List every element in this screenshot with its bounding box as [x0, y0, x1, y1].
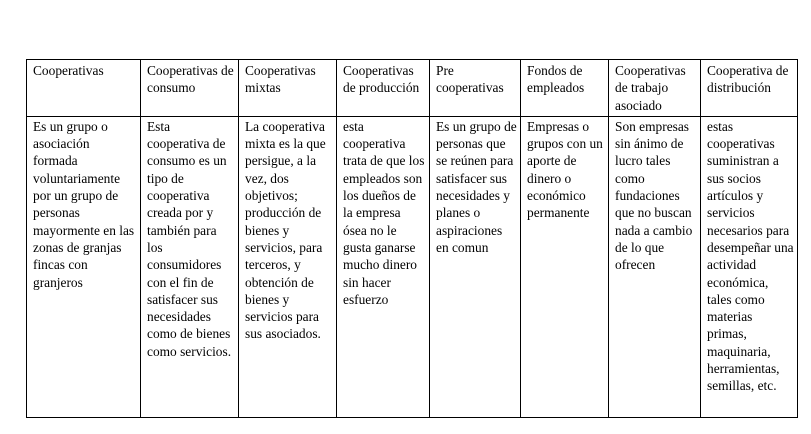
header-cooperativas-mixtas: Cooperativas mixtas: [239, 60, 337, 117]
header-fondos-de-empleados: Fondos de empleados: [521, 60, 609, 117]
header-pre-cooperativas: Pre cooperativas: [430, 60, 521, 117]
header-cooperativa-de-distribucion: Cooperativa de distribución: [701, 60, 798, 117]
table-cell: esta cooperativa trata de que los empleados son los dueños de la empresa ósea no le gusta ganarse mucho dinero sin hacer esfuerzo: [337, 116, 430, 417]
table-cell: Son empresas sin ánimo de lucro tales como fundaciones que no buscan nada a cambio de lo que ofrecen: [609, 116, 701, 417]
header-cooperativas: Cooperativas: [27, 60, 141, 117]
header-cooperativas-de-trabajo-asociado: Cooperativas de trabajo asociado: [609, 60, 701, 117]
table-cell: Empresas o grupos con un aporte de dinero o económico permanente: [521, 116, 609, 417]
table-cell: Es un grupo de personas que se reúnen para satisfacer sus necesidades y planes o aspiraciones en comun: [430, 116, 521, 417]
table-cell: Esta cooperativa de consumo es un tipo de cooperativa creada por y también para los consumidores con el fin de satisfacer sus necesidades como de bienes como servicios.: [141, 116, 239, 417]
table-cell: Es un grupo o asociación formada voluntariamente por un grupo de personas mayormente en las zonas de granjas fincas con granjeros: [27, 116, 141, 417]
header-cooperativas-de-produccion: Cooperativas de producción: [337, 60, 430, 117]
cooperatives-table: [26, 59, 798, 418]
header-cooperativas-de-consumo: Cooperativas de consumo: [141, 60, 239, 117]
table-cell: La cooperativa mixta es la que persigue, a la vez, dos objetivos; producción de bienes y servicios, para terceros, y obtención de bienes y servicios para sus asociados.: [239, 116, 337, 417]
table-cell: estas cooperativas suministran a sus socios artículos y servicios necesarios para desempeñar una actividad económica, tales como materias primas, maquinaria, herramientas, semillas, etc.: [701, 116, 798, 417]
table-header-row: [27, 60, 798, 117]
table-row: [27, 116, 798, 417]
